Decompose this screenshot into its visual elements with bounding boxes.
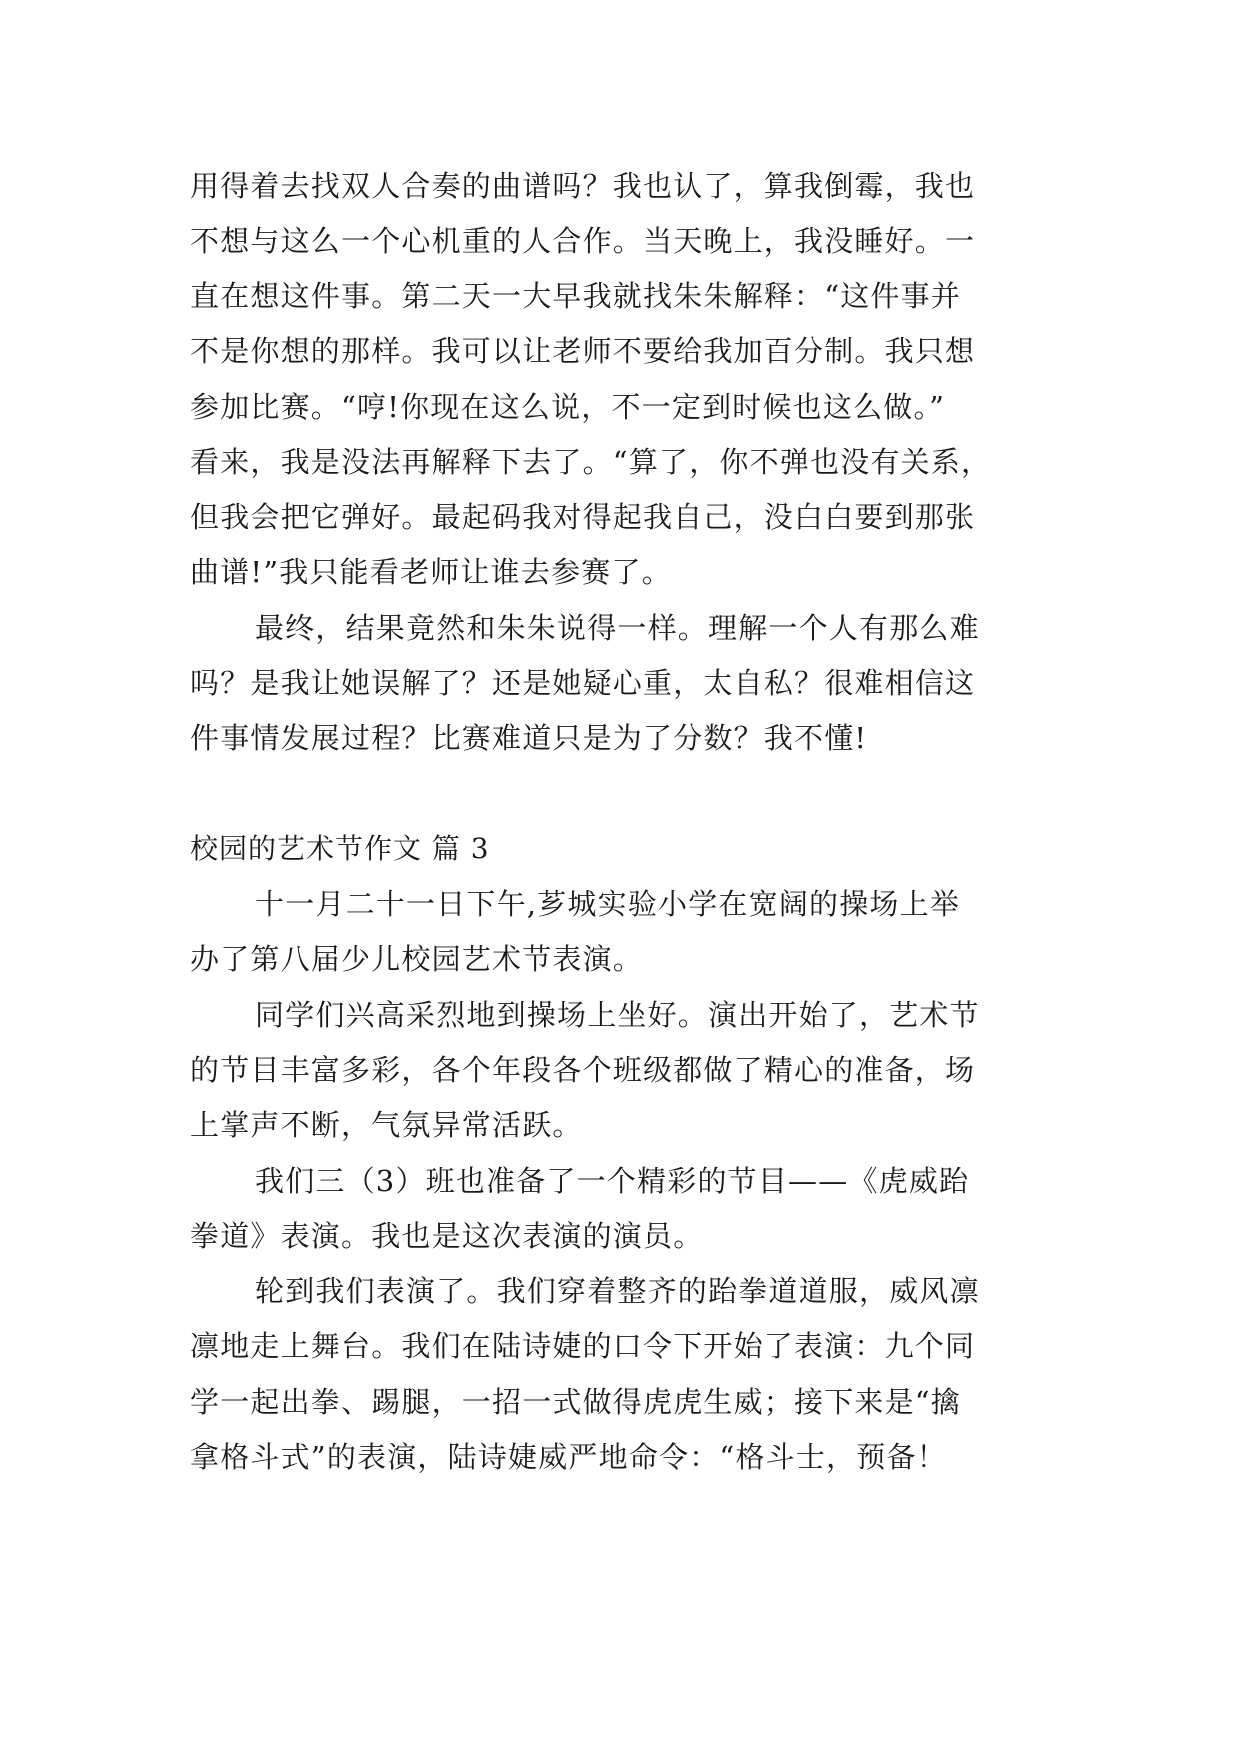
- paragraph-line: 看来，我是没法再解释下去了。“算了，你不弹也没有关系，: [190, 445, 992, 479]
- paragraph-line: 不是你想的那样。我可以让老师不要给我加百分制。我只想: [190, 334, 976, 368]
- paragraph-line: 参加比赛。“哼!你现在这么说，不一定到时候也这么做。”: [190, 390, 946, 424]
- paragraph-line: 同学们兴高采烈地到操场上坐好。演出开始了，艺术节: [255, 998, 980, 1032]
- paragraph-line: 拿格斗式”的表演，陆诗婕威严地命令：“格斗士，预备！: [190, 1440, 947, 1474]
- paragraph-line: 用得着去找双人合奏的曲谱吗？我也认了，算我倒霉，我也: [190, 169, 976, 203]
- paragraph-line: 十一月二十一日下午,芗城实验小学在宽阔的操场上举: [255, 887, 961, 921]
- paragraph-line: 拳道》表演。我也是这次表演的演员。: [190, 1219, 704, 1253]
- paragraph-line: 凛地走上舞台。我们在陆诗婕的口令下开始了表演：九个同: [190, 1329, 976, 1363]
- paragraph-line: 我们三（3）班也准备了一个精彩的节目——《虎威跆: [255, 1164, 970, 1198]
- paragraph-line: 件事情发展过程？比赛难道只是为了分数？我不懂!: [190, 721, 868, 755]
- paragraph-line: 上掌声不断，气氛异常活跃。: [190, 1108, 583, 1142]
- paragraph-line: 但我会把它弹好。最起码我对得起我自己，没白白要到那张: [190, 500, 976, 534]
- paragraph-line: 直在想这件事。第二天一大早我就找朱朱解释：“这件事并: [190, 279, 962, 313]
- paragraph-line: 曲谱!”我只能看老师让谁去参赛了。: [190, 555, 672, 589]
- paragraph-line: 学一起出拳、踢腿，一招一式做得虎虎生威；接下来是“擒: [190, 1385, 962, 1419]
- paragraph-line: 的节目丰富多彩，各个年段各个班级都做了精心的准备，场: [190, 1053, 976, 1087]
- paragraph-line: 最终，结果竟然和朱朱说得一样。理解一个人有那么难: [255, 611, 980, 645]
- paragraph-line: 吗？是我让她误解了？还是她疑心重，太自私？很难相信这: [190, 666, 976, 700]
- section-heading: 校园的艺术节作文 篇 3: [190, 832, 490, 865]
- paragraph-line: 轮到我们表演了。我们穿着整齐的跆拳道道服，威风凛: [255, 1274, 980, 1308]
- paragraph-line: 不想与这么一个心机重的人合作。当天晚上，我没睡好。一: [190, 224, 976, 258]
- paragraph-line: 办了第八届少儿校园艺术节表演。: [190, 942, 644, 976]
